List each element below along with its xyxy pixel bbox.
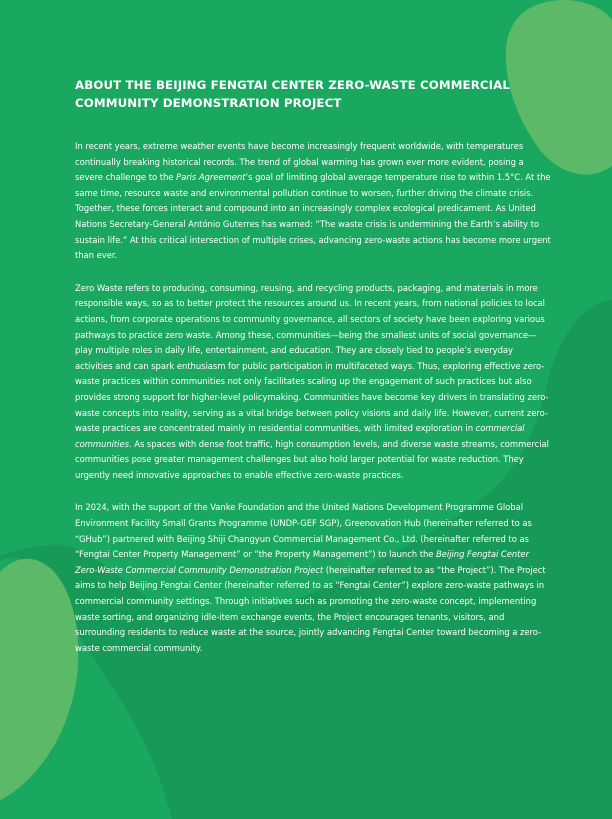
paragraph-3-text-b: (hereinafter referred to as “the Project”). The Project aims to help Beijing Fengtai Center (hereinafter referred to as “Fengtai Center”) explore zero-waste pathways in commercial community settings. Through initiatives such as promoting the zero-waste concept, implementing waste sorting, and organizing idle-item exchange events, the Project encourages tenants, visitors, and surrounding residents to reduce waste at the source, jointly advancing Fengtai Center toward becoming a zero-waste commercial community. <box>75 564 546 653</box>
page-title-line-2: COMMUNITY DEMONSTRATION PROJECT <box>75 96 342 110</box>
page-title-line-1: ABOUT THE BEIJING FENGTAI CENTER ZERO-WASTE COMMERCIAL <box>75 78 510 92</box>
paragraph-2-text-b: . As spaces with dense foot traffic, high consumption levels, and diverse waste streams, commercial communities pose greater management challenges but also hold larger potential for waste reduction. They urgently need innovative approaches to enable effective zero-waste practices. <box>75 438 549 480</box>
page-title <box>75 76 551 112</box>
paragraph-2-italic-term: commercial communities <box>75 423 525 449</box>
paragraph-1-text-b: ’s goal of limiting global average temperature rise to within 1.5°C. At the same time, resource waste and environmental pollution continue to worsen, further driving the climate crisis. Together, these forces interact and compound into an increasingly complex ecological predicament. As United Nations Secretary-General António Guterres has warned: “The waste crisis is undermining the Earth’s ability to sustain life.” At this critical intersection of multiple crises, advancing zero-waste actions has become more urgent than ever. <box>75 172 551 261</box>
main-content <box>75 76 551 673</box>
paragraph-2-text-a: Zero Waste refers to producing, consuming, reusing, and recycling products, packaging, and materials in more responsible ways, so as to better protect the resources around us. In recent years, from national policies to local actions, from corporate operations to community governance, all sectors of society have been exploring various pathways to practice zero waste. Among these, communities—being the smallest units of social governance—play multiple roles in daily life, entertainment, and education. They are closely tied to people’s everyday activities and can spark enthusiasm for public participation in multifaceted ways. Thus, exploring effective zero-waste practices within communities not only facilitates scaling up the engagement of such practices but also provides strong support for higher-level policymaking. Communities have become key drivers in translating zero-waste concepts into reality, serving as a vital bridge between policy visions and daily life. However, current zero-waste practices are concentrated mainly in residential communities, with limited exploration in <box>75 282 549 434</box>
paragraph-3-italic-term: Beijing Fengtai Center Zero-Waste Commercial Community Demonstration Project <box>75 549 529 575</box>
paragraph-climate-context <box>75 139 551 264</box>
paragraph-project-overview <box>75 500 551 656</box>
background-blob-left <box>0 559 78 800</box>
paragraph-1-italic-term: Paris Agreement <box>176 172 246 183</box>
paragraph-3-text-a: In 2024, with the support of the Vanke Foundation and the United Nations Development Programme Global Environment Facility Small Grants Programme (UNDP-GEF SGP), Greenovation Hub (hereinafter referred to as “GHub”) partnered with Beijing Shiji Changyun Commercial Management Co., Ltd. (hereinafter referred to as “Fengtai Center Property Management” or “the Property Management”) to launch the <box>75 502 532 560</box>
paragraph-1-text-a: In recent years, extreme weather events have become increasingly frequent worldwide, with temperatures continually breaking historical records. The trend of global warming has grown ever more evident, posing a severe challenge to the <box>75 141 524 183</box>
paragraph-zero-waste-definition <box>75 281 551 484</box>
